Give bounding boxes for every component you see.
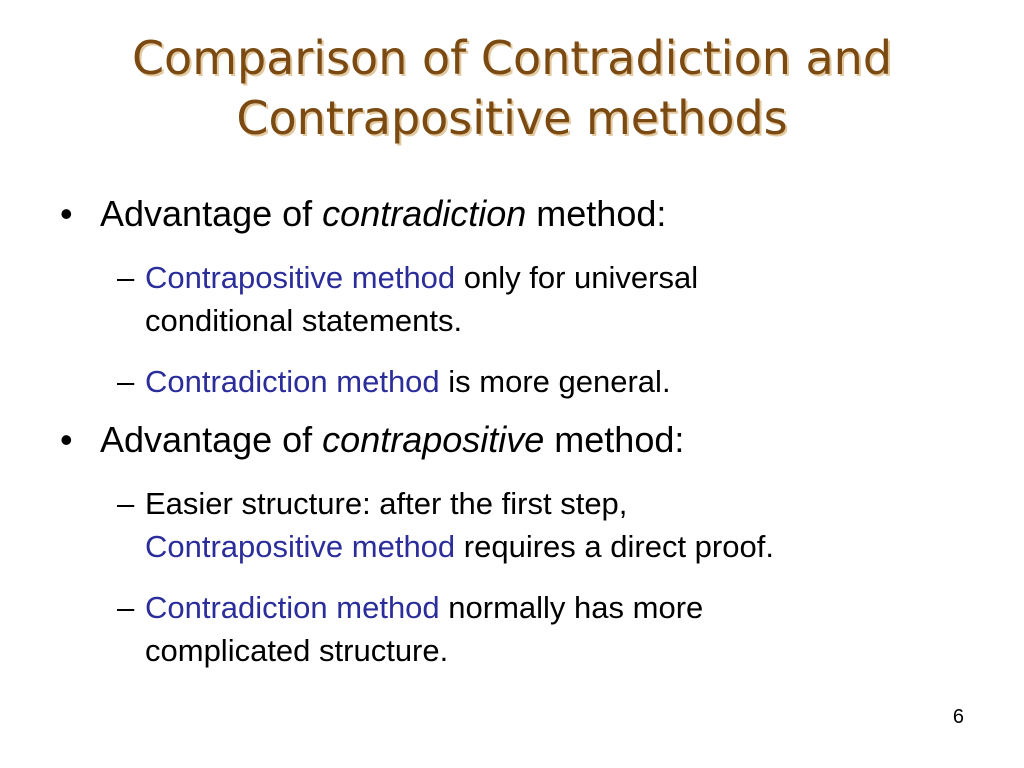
bullet-prefix: Advantage of <box>100 193 323 234</box>
bullet-contrapositive-advantage <box>60 418 684 462</box>
bullet-suffix: method: <box>526 193 667 234</box>
sub-bullet-text: requires a direct proof. <box>455 529 774 564</box>
bullet-suffix: method: <box>544 419 685 460</box>
sub-bullet-continuation: conditional statements. <box>145 303 463 338</box>
sub-bullet-easier-structure <box>117 482 774 568</box>
sub-bullet-text: is more general. <box>439 364 671 399</box>
bullet-dot-icon: • <box>60 419 73 460</box>
slide-title-line-1: Comparison of Contradiction and <box>131 31 893 85</box>
dash-icon: – <box>117 260 135 295</box>
slide-number: 6 <box>952 706 964 728</box>
sub-bullet-text-before: Easier structure: after the first step, <box>145 486 628 521</box>
bullet-contradiction-advantage <box>60 192 666 236</box>
bullet-emphasis: contrapositive <box>322 419 545 460</box>
highlight-text: Contrapositive method <box>145 260 456 295</box>
slide-title-line-2: Contrapositive methods <box>236 91 788 145</box>
sub-bullet-text: normally has more <box>439 590 704 625</box>
sub-bullet-contrapositive-universal <box>117 256 698 342</box>
sub-bullet-contradiction-general <box>117 360 671 403</box>
sub-bullet-continuation <box>117 525 774 568</box>
sub-bullet-contradiction-complicated <box>117 586 703 672</box>
sub-bullet-continuation: complicated structure. <box>145 633 449 668</box>
dash-icon: – <box>117 486 135 521</box>
bullet-prefix: Advantage of <box>100 419 323 460</box>
highlight-text: Contrapositive method <box>145 529 456 564</box>
bullet-emphasis: contradiction <box>322 193 527 234</box>
highlight-text: Contradiction method <box>145 364 440 399</box>
dash-icon: – <box>117 590 135 625</box>
highlight-text: Contradiction method <box>145 590 440 625</box>
sub-bullet-text: only for universal <box>455 260 699 295</box>
dash-icon: – <box>117 364 135 399</box>
bullet-dot-icon: • <box>60 193 73 234</box>
